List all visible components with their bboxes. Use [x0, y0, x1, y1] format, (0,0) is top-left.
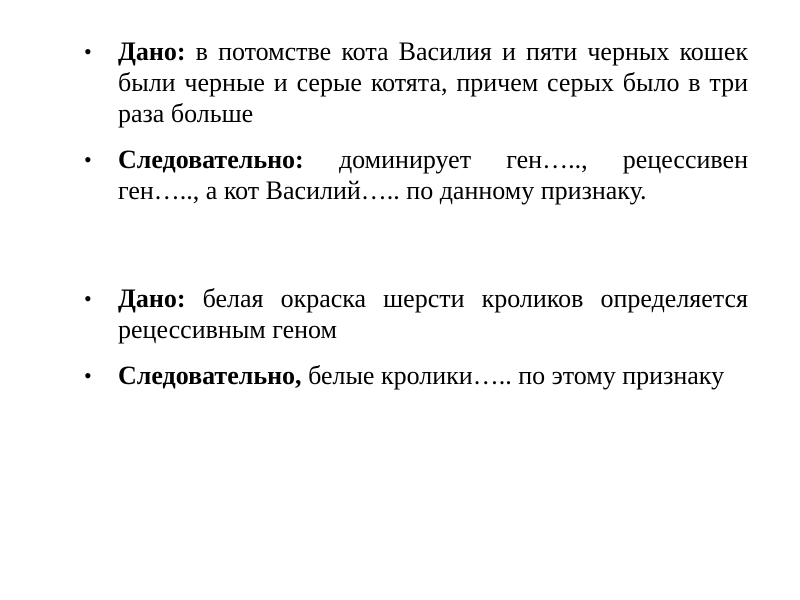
- bullet-item-given-rabbit: [84, 283, 748, 345]
- bullet-text: в потомстве кота Василия и пяти черных кошек были черные и серые котята, причем серых было в три раза больше: [118, 37, 748, 128]
- bullet-text: доминирует ген….., рецессивен ген….., а кот Василий….. по данному признаку.: [118, 145, 748, 205]
- bullet-marker: •: [84, 363, 92, 388]
- bullet-item-conclusion-rabbit: [84, 360, 748, 391]
- bullet-marker: •: [84, 286, 92, 311]
- bullet-item-conclusion-cat: [84, 144, 748, 206]
- bullet-list: [84, 36, 748, 391]
- bullet-lead: Следовательно:: [118, 145, 304, 174]
- bullet-text: белые кролики….. по этому признаку: [301, 361, 725, 390]
- bullet-marker: •: [84, 147, 92, 172]
- bullet-lead: Следовательно,: [118, 361, 302, 390]
- bullet-lead: Дано:: [118, 284, 186, 313]
- bullet-lead: Дано:: [118, 37, 186, 66]
- bullet-text: белая окраска шерсти кроликов определяется рецессивным геном: [118, 284, 748, 344]
- bullet-marker: •: [84, 39, 92, 64]
- bullet-item-given-cat: [84, 36, 748, 129]
